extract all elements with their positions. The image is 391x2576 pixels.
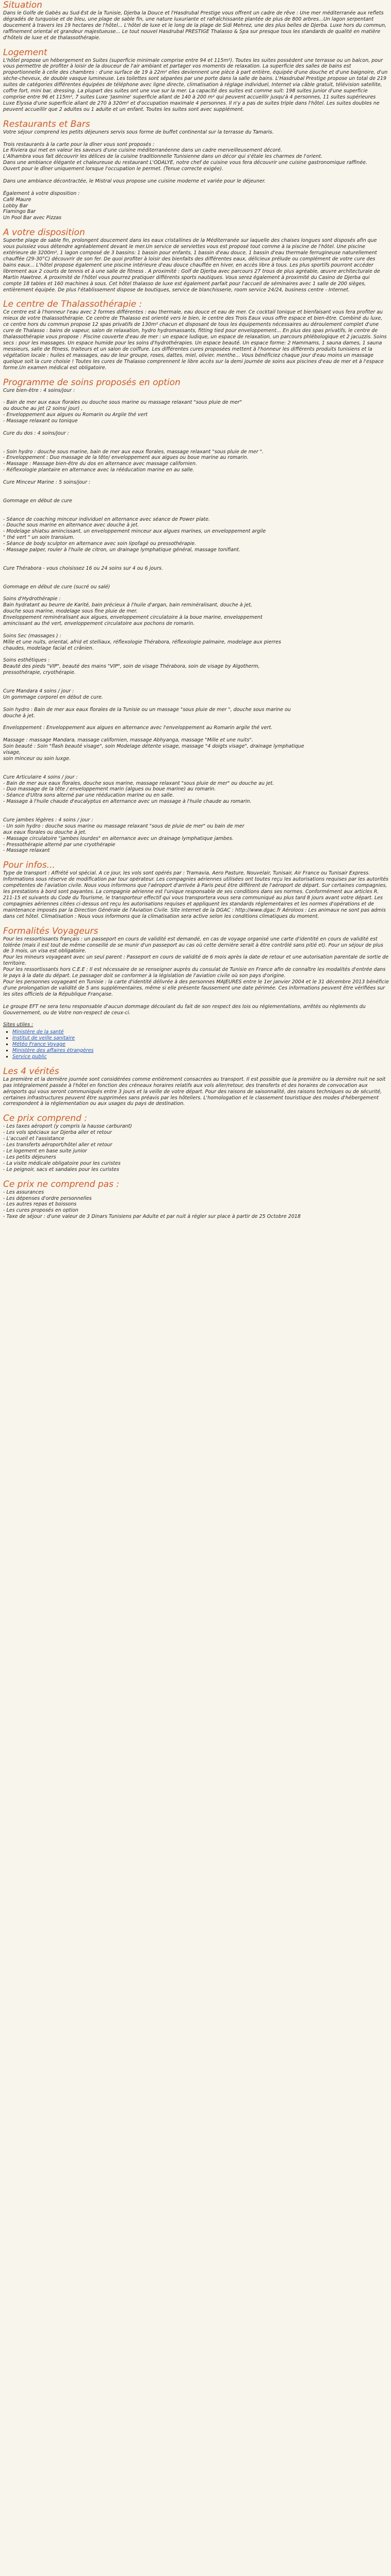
paragraph	[3, 486, 389, 492]
paragraph	[3, 578, 389, 584]
paragraph: Cure Minceur Marine : 5 soins/jour :	[3, 480, 91, 486]
thalasso-centre-section	[3, 299, 389, 371]
paragraph: - Massage palper, rouler à l'huile de citron, un drainage lymphatique général, massage tonifiant.	[3, 547, 240, 553]
paragraph	[3, 185, 389, 191]
paragraph: - Enveloppement : Duo massage de la tête/ enveloppement aux algues ou boue marine au romarin.	[3, 455, 249, 461]
paragraph: - L'accueil et l'assistance	[3, 1136, 64, 1142]
paragraph: - Les vols spéciaux sur Djerba aller et retour	[3, 1130, 112, 1136]
thalasso-centre-body	[3, 309, 389, 371]
paragraph	[3, 136, 389, 142]
disposition-section	[3, 227, 389, 293]
paragraph: Pour les mineurs voyageant avec un seul parent : Passeport en cours de validité de 6 mois après la date de retour et une autorisation parentale de sortie de territoire.	[3, 954, 389, 967]
paragraph: Lobby Bar	[3, 203, 28, 209]
formalites-heading: Formalités Voyageurs	[3, 926, 99, 936]
paragraph: - Les cures proposés en option	[3, 1208, 78, 1214]
paragraph: - Réflexologie plantaire en alternance avec la rééducation marine en au salle.	[3, 467, 194, 473]
useful-link-item	[12, 1042, 389, 1048]
paragraph: Le Riviera qui met en valeur les saveurs d'une cuisine méditerranéenne dans un cadre merveilleusement décoré.	[3, 147, 282, 154]
paragraph: Gommage en début de cure (sucré ou salé)	[3, 584, 110, 590]
paragraph: Trois restaurants à la carte pour la dîner vous sont proposés :	[3, 141, 155, 147]
logement-heading: Logement	[3, 47, 47, 58]
paragraph: Bain hydratant au beurre de Karité, bain précieux à l'huile d'argan, bain reminéralisant, douche à jet,	[3, 602, 252, 608]
paragraph: - Massage à l'huile chaude d'eucalyptus en alternance avec un massage à l'huile chaude au romarin.	[3, 799, 252, 805]
link-affaires-etrangeres[interactable]: Ministère des affaires étrangères	[12, 1048, 94, 1054]
paragraph: Cure du dos : 4 soins/jour :	[3, 430, 69, 436]
paragraph: soin minceur ou soin luxge.	[3, 755, 71, 762]
paragraph: - Enveloppement aux algues ou Romarin ou Argile thé vert	[3, 412, 148, 418]
paragraph: Soin hydro : Bain de mer aux eaux florales de la Tunisie ou un massage "sous pluie de mer ", douche sous marine ou	[3, 706, 291, 713]
paragraph: Cure bien-être : 4 soins/jour :	[3, 387, 75, 393]
paragraph	[3, 553, 389, 559]
useful-link-item	[12, 1035, 389, 1042]
formalites-body	[3, 936, 389, 1016]
paragraph	[3, 762, 389, 768]
paragraph: - Duo massage de la tête / enveloppement marin (algues ou boue marine) au romarin.	[3, 786, 216, 792]
paragraph: Ce centre est à l'honneur l'eau avec 2 formes différentes : eau thermale, eau douce et eau de mer. Ce cocktail tonique et bienfaisant vous fera profiter au mieux de votre thalassothérapie. Ce centre de Thalasso est orienté vers le bien, le centre des Trois Eaux vous offre espace et bien-être. Combiné du luxe, ce centre hors du commun propose 12 spas privatifs de 130m² chacun et disposant de tous les équipements nécessaires au déroulement complet d'une cure de Thalasso : bains de vapeur, salon de relaxation, hydro hydromassants, fitting tied pour enveloppement... En plus des spas privatifs, le centre de thalassothérapie vous propose : Piscine couverte d'eau de mer : un espace ludique, un espace de relaxation, un parcours phlébologique et 2 jacuzzis. Soins secs : pour les massages. Un espace humide pour les soins d'hydrothérapies. Un espace beauté. Un espace forme: 2 Hammams, 1 sauna dames, 1 sauna messieurs, salle de fitness, traiteurs et un salon de coiffure. Les différentes cures proposées mettent à l'honneur les différents produits tunisiens et la végétation locale : huiles et massages, eau de leur groupe, roses, dattes, miel, olivier, menthe... Vous bénéficiez chaque jour d'eau moins un massage quelque soit la cure choisie ! Toutes les cures de Thalasso comprennent le libre accès sur la demi journée de soins aux piscines d'eau de mer et à l'espace forme.Un examen médical est obligatoire.	[3, 309, 387, 371]
prix-comprend-section	[3, 1113, 389, 1173]
programme-heading: Programme de soins proposés en option	[3, 377, 181, 388]
prix-ne-comprend-pas-heading: Ce prix ne comprend pas :	[3, 1179, 120, 1190]
page	[0, 0, 391, 1220]
paragraph	[3, 424, 389, 431]
paragraph	[3, 768, 389, 774]
paragraph	[3, 701, 389, 707]
paragraph: - Séance de body sculptor en alternance avec soin lipofagé ou pressothérapie.	[3, 541, 197, 547]
paragraph: - Soin hydro : douche sous marine, bain de mer aux eaux florales, massage relaxant "sous pluie de mer ".	[3, 449, 264, 455]
prix-ne-comprend-pas-section	[3, 1179, 389, 1220]
paragraph: - Bain de mer aux eaux florales, douche sous marine, massage relaxant "sous pluie de mer" ou douche au jet.	[3, 780, 274, 786]
paragraph	[3, 811, 389, 817]
disposition-heading: A votre disposition	[3, 227, 85, 238]
prix-comprend-body	[3, 1124, 389, 1173]
paragraph: ou douche au jet (2 soins/ jour) ,	[3, 406, 83, 412]
paragraph: aux eaux florales ou douche à jet.	[3, 829, 87, 835]
paragraph: Soin beauté : Soin "flash beauté visage", soin Modelage détente visage, massage "4 doigts visage", drainage lymphatique	[3, 744, 304, 750]
programme-body	[3, 388, 389, 854]
paragraph: " thé vert " un soin transium.	[3, 535, 75, 541]
paragraph: - Bain de mer aux eaux florales ou douche sous marine ou massage relaxant "sous pluie de mer"	[3, 400, 242, 406]
paragraph: Cure jambes légères : 4 soins / jour :	[3, 817, 93, 823]
verites-section	[3, 1066, 389, 1108]
paragraph	[3, 437, 389, 443]
link-meteo-france[interactable]: Météo France Voyage	[12, 1042, 66, 1048]
paragraph: Dans une ambiance décontractée, le Mistral vous propose une cuisine moderne et variée pour le déjeuner.	[3, 178, 266, 184]
paragraph: - Les autres repas et boissons	[3, 1201, 77, 1208]
paragraph: Cure Mandara 4 soins / jour :	[3, 688, 74, 694]
formalites-section	[3, 926, 389, 1060]
paragraph	[3, 805, 389, 811]
useful-sites-label: Sites utiles :	[3, 1022, 34, 1028]
verites-heading: Les 4 vérités	[3, 1066, 59, 1077]
paragraph: Superbe plage de sable fin, prolongent doucement dans les eaux cristallines de la Méditerranée sur laquelle des chaises longues sont disposés afin que vous puissiez vous détendre agréablement devant le mer.Un service de serviettes vous est proposé tout comme à la piscine de l'hôtel. Une piscine extérieure de 3200m², 1 lagon composé de 3 bassins: 1 bassin pour enfants, 1 bassin d'eau douce, 1 bassin d'eau thermale ferrugineuse naturellement chauffée (29-30°C) découvrir de son fer. De quoi profiter à loisir des bienfaits des différentes eaux, délicieux prélude ou complément de votre cure des bains eaux... L'hôtel propose également une piscine intérieure d'eau douce chauffée en hiver, en accès libre à tous. Les plus sportifs pourront accéder librement aux 2 courts de tennis et à une salle de fitness . A proximité : Golf de Djerba avec parcours 27 trous de plus agréable, œuvre architecturale de Martin Hawtree. A proximité de l'hôtel vous pourrez pratiquer différents sports nautiques. Vous serez également à proximité du Casino de Djerba qui compte 18 tables et 160 machines à sous. Cet hôtel thalasso de luxe est également parfait pour l'accueil de séminaires avec 1 salle de 200 sièges, entièrement équipée. De plus l'établissement dispose de boutiques, service de blanchisserie, room service 24/24, business centre - Internet.	[3, 238, 380, 293]
paragraph	[3, 627, 389, 633]
situation-section	[3, 0, 389, 41]
useful-links-list	[3, 1029, 389, 1060]
paragraph: - Massage : Massage bien-être du dos en alternance avec massage californien.	[3, 461, 198, 467]
infos-body	[3, 870, 389, 919]
paragraph	[3, 719, 389, 725]
link-institut-veille-sanitaire[interactable]: Institut de veille sanitaire	[12, 1035, 75, 1042]
restaurants-heading: Restaurants et Bars	[3, 119, 90, 129]
paragraph: Café Maure	[3, 196, 31, 203]
paragraph: L'Alhambra vous fait découvrir les délices de la cuisine traditionnelle Tunisienne dans un décor qui s'étale les charmes de l'orient.	[3, 154, 323, 160]
paragraph: - Séance de coaching minceur individuel en alternance avec séance de Power plate.	[3, 516, 210, 522]
paragraph: La première et la dernière journée sont considérées comme entièrement consacrées au transport. Il est possible que la première ou la dernière nuit ne soit pas intégralement passée à l'hôtel en fonction des créneaux horaires relatifs aux vols aller/retour, des transferts et des horaires de convocation aux aéroports qui vous seront communiqués entre 3 jours et la veille de votre départ. Pour des raisons de saisonnalité, des raisons techniques ou de sécurité, certaines infrastructures peuvent être supprimées sans préavis par les hôteliers. L'homologation et le classement touristique des modes d'hébergement correspondent à la réglementation ou aux usages du pays de destination.	[3, 1076, 386, 1107]
paragraph: - Les petits déjeuners	[3, 1154, 56, 1160]
useful-link-item	[12, 1048, 389, 1054]
paragraph: chaudes, modelage facial et crânien.	[3, 645, 94, 651]
paragraph: pressothérapie, cryothérapie.	[3, 670, 76, 676]
useful-link-item	[12, 1029, 389, 1035]
paragraph: Pour les ressortissants français : un passeport en cours de validité est demandé, en cas de voyage organisé une carte d'identité en cours de validité est tolérée (mais il est tout de même conseillé de se munir d'un passeport au cas où cette dernière serait à être contrôlé sans pitié et). Pour un séjour de plus de 3 mois, un visa est obligatoire.	[3, 936, 383, 954]
paragraph: Massage : massage Mandara, massage californien, massage Abhyanga, massage "Mille et une nuits".	[3, 737, 253, 744]
thalasso-centre-heading: Le centre de Thalassothérapie :	[3, 299, 142, 310]
paragraph: Type de transport : Affrété vol spécial. A ce jour, les vols sont opérés par : Tramavia, Aero Pasture, Nouvelair, Tunisair, Air France ou Tunisair Express. Informations sous réserve de modification par tour opérateur. Les compagnies aériennes utilisées ont toutes reçu les autorisations requises par les autorités compétentes de l'aviation civile. Nous vous informons que l'aéroport d'arrivée à Paris peut être différent de l'aéroport de départ. Sur certaines compagnies, les prestations à bord sont payantes. La compagnie aérienne est l'unique responsable de ses conditions dans ses normes. Conformément aux articles R. 211-15 et suivants du Code du Tourisme, le transporteur effectif qui vous transportera vous sera communiqué au plus tard 8 jours avant votre départ. Les compagnies aériennes citées ci-dessus ont reçu les autorisations requises et appliquent les standards réglementaires et les normes d'opérations et de maintenance imposés par la Direction Générale de l'Aviation Civile. Site internet de la DGAC : http://www.dgac.fr Aéroloos : Les animaux ne sont pas admis dans cet hôtel. Climatisation : Nous vous informons que la climatisation sera active selon les conditions climatiques du moment.	[3, 870, 389, 919]
paragraph	[3, 682, 389, 688]
paragraph: - Taxe de séjour : d'une valeur de 3 Dinars Tunisiens par Adulte et par nuit à régler sur place à partir de 25 Octobre 2018	[3, 1214, 301, 1220]
paragraph: - Massage circulatoire "jambes lourdes" en alternance avec un drainage lymphatique jambes.	[3, 835, 234, 841]
paragraph: Flamingo Bar	[3, 209, 36, 215]
paragraph: douche à jet.	[3, 713, 36, 719]
infos-heading: Pour infos...	[3, 860, 55, 871]
paragraph	[3, 998, 389, 1004]
paragraph: - Les assurances	[3, 1189, 44, 1195]
paragraph: Un gommage corporel en début de cure.	[3, 694, 103, 700]
paragraph	[3, 559, 389, 566]
paragraph: Gommage en début de cure	[3, 498, 72, 504]
paragraph: - Séance d'Ultra sons alterné par une rééducation marine ou en salle.	[3, 792, 174, 799]
paragraph	[3, 731, 389, 737]
prix-ne-comprend-pas-body	[3, 1190, 389, 1220]
paragraph: - Massage relaxant ou tonique	[3, 418, 78, 424]
paragraph	[3, 492, 389, 498]
paragraph: - Le logement en base suite junior	[3, 1148, 87, 1154]
paragraph: Pour les ressortissants hors C.E.E : Il est nécessaire de se renseigner auprès du consulat de Tunisie en France afin de connaître les modalités d'entrée dans le pays à la date du départ. Le passager doit se conformer à la législation de l'aviation civile où son pays d'origine.	[3, 967, 386, 979]
paragraph: Soins Sec (massages ) :	[3, 633, 61, 639]
paragraph	[3, 510, 389, 517]
paragraph: Dans le Golfe de Gabès au Sud-Est de la Tunisie, Djerba la Douce et l'Hasdrubal Prestige vous offrent un cadre de rêve : Une mer méditerranée aux reflets dégradés de turquoise et de bleu, une plage de sable fin, une nature luxuriante et rafraîchissante plantée de plus de 800 arbres...Un lagon serpentant doucement à travers les 19 hectares de l'hôtel... L'hôtel de luxe et le long de la plage de Sidi Mehrez, une des plus belles de Djerba. Luxe hors du commun, raffinement oriental et grandeur majestueuse... Le tout nouvel Hasdrubal PRESTIGE Thalasso & Spa sur presque tous les standards de qualité en matière d'hôtels de luxe et de thalassothérapie.	[3, 10, 387, 41]
paragraph: Soins d'Hydrothérapie :	[3, 596, 61, 602]
paragraph: - Pressothérapie alterné par une cryothérapie	[3, 841, 116, 848]
paragraph: Pour les personnes voyageant en Tunisie : la carte d'identité délivrée à des personnes MAJEURES entre le 1er janvier 2004 et le 31 décembre 2013 bénéficie d'une prolongation de validité de 5 ans supplémentaires, même si elle présente faussement une date périmée. Ces informations peuvent être vérifiées sur les sites officiels de la République Française.	[3, 979, 389, 997]
paragraph: - Massage relaxant	[3, 848, 50, 854]
paragraph: visage,	[3, 749, 21, 755]
paragraph	[3, 590, 389, 596]
paragraph: Enveloppement : Enveloppement aux algues en alternance avec l'enveloppement au Romarin argile thé vert.	[3, 725, 273, 731]
paragraph: - Les transferts aéroport/hôtel aller et retour	[3, 1142, 112, 1148]
paragraph: Le groupe EFT ne sera tenu responsable d'aucun dommage découlant du fait de son respect des lois ou réglementations, arrêtés ou règlements du Gouvernement, ou de Votre non-respect de ceux-ci.	[3, 1003, 366, 1016]
paragraph: - Un soin hydro : douche sous marine ou massage relaxant "sous de pluie de mer" ou bain de mer	[3, 823, 245, 829]
paragraph: Mille et une nuits, oriental, afrid et stelliaux, réflexologie Thérabora, réflexologie palmaire, modelage aux pierres	[3, 639, 281, 645]
paragraph	[3, 393, 389, 400]
paragraph: - La visite médicale obligatoire pour les curistes	[3, 1160, 121, 1166]
paragraph: Votre séjour comprend les petits déjeuners servis sous forme de buffet continental sur la terrasse du Tamaris.	[3, 129, 274, 135]
link-service-public[interactable]: Service public	[12, 1053, 47, 1060]
useful-link-item	[12, 1054, 389, 1060]
situation-body	[3, 10, 389, 41]
paragraph	[3, 572, 389, 578]
paragraph: Ouvert pour le dîner uniquement lorsque l'occupation le permet. (Tenue correcte exigée).	[3, 166, 223, 172]
paragraph: douche sous marine, modelage sous fine pluie de mer.	[3, 608, 138, 615]
paragraph	[3, 651, 389, 657]
restaurants-body	[3, 129, 389, 222]
paragraph	[3, 473, 389, 480]
paragraph: - Douche sous marine en alternance avec douche à jet.	[3, 522, 139, 529]
link-ministere-sante[interactable]: Ministère de la santé	[12, 1029, 64, 1035]
paragraph	[3, 504, 389, 510]
paragraph: Cure Thérabora - vous choisissez 16 ou 24 soins sur 4 ou 6 jours.	[3, 565, 164, 571]
paragraph: L'hôtel propose un hébergement en Suites (superficie minimale comprise entre 94 et 115m²). Toutes les suites possèdent une terrasse ou un balcon, pour vous permettre de profiter à loisir de la douceur de l'air ambiant et partager vos moments de relaxation. La superficie des salles de bains est proportionnelle à celle des chambres : d'une surface de 19 à 22m² elles deviennent une pièce à part entière, équipée d'une douche et d'une baignoire, d'un sèche-cheveux, de double vasque lumineuse. Les toilettes sont séparées par une porte dans la salle de bains. L'Hasdrubal Prestige propose un total de 219 suites de catégories différentes équipées de téléphone avec ligne directe, climatisation à réglage individuel, Internet via câble gratuit, télévision satellite, coffre fort, mini bar, dressing. La plupart des suites ont une vue sur la mer. La capacité des suites est comme suit: 198 suites junior d'une superficie comprise entre 96 et 115m², 7 suites Luxe 'Jasmine' superficie allant de 140 à 200 m² qui peuvent accueillir jusqu'à 4 personnes, 11 suites supérieures Luxe Elyssa d'une superficie allant de 270 à 320m² et d'occupation maximale 4 personnes. Il n'y a pas de suites triple dans l'hôtel. Les suites doubles ne peuvent accueillir que 2 adultes ou 1 adulte et un enfant. Toutes les suites sont avec supplément.	[3, 57, 388, 112]
paragraph: Cure Articulaire 4 soins / jour :	[3, 774, 78, 780]
paragraph: - Modelage shiatsu amincissant, un enveloppement minceur aux algues marines, un enveloppement argile	[3, 529, 266, 535]
verites-body	[3, 1077, 389, 1108]
infos-section	[3, 860, 389, 919]
paragraph: - Les dépenses d'ordre personnelles	[3, 1195, 92, 1201]
disposition-body	[3, 238, 389, 293]
paragraph: Un Pool Bar avec Pizzas	[3, 215, 61, 221]
paragraph	[3, 443, 389, 449]
prix-comprend-heading: Ce prix comprend :	[3, 1113, 87, 1124]
paragraph	[3, 172, 389, 178]
programme-section	[3, 377, 389, 854]
paragraph	[3, 676, 389, 682]
restaurants-section	[3, 119, 389, 222]
logement-body	[3, 58, 389, 113]
paragraph: - Les taxes aéroport (y compris la hausse carburant)	[3, 1124, 132, 1130]
paragraph: Enveloppement reminéralisant aux algues, enveloppement circulatoire à la boue marine, enveloppement	[3, 615, 263, 621]
paragraph: Également à votre disposition :	[3, 190, 80, 196]
paragraph: Dans une ambiance élégante et chaleureuse du restaurant L'ODALYE, notre chef de cuisine vous fera découvrir une cuisine gastronomique raffinée.	[3, 160, 368, 166]
logement-section	[3, 47, 389, 113]
situation-heading: Situation	[3, 0, 42, 10]
paragraph: amincissant au thé vert, enveloppement circulatoire aux pochons de romarin.	[3, 620, 195, 626]
paragraph: Beauté des pieds "VIP", beauté des mains "VIP", soin de visage Thérabora, soin de visage by Algotherm,	[3, 664, 260, 670]
paragraph: - Le peignoir, sacs et sandales pour les curistes	[3, 1166, 119, 1173]
paragraph: Soins esthétiques :	[3, 657, 50, 664]
